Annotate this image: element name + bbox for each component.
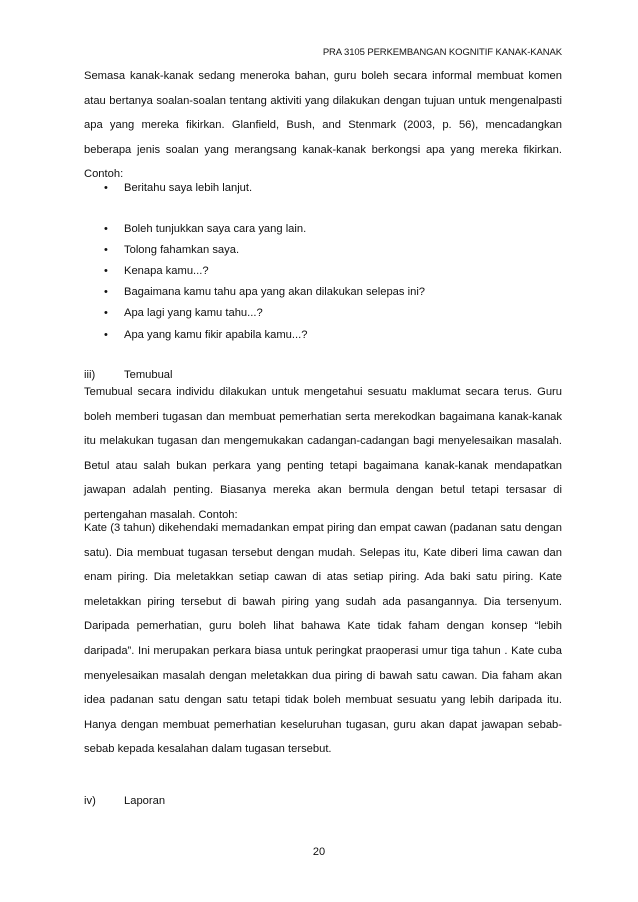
section-number: iv): [84, 795, 96, 807]
bullet-icon: •: [104, 307, 108, 319]
section-title: Laporan: [124, 795, 166, 807]
list-item-text: Beritahu saya lebih lanjut.: [124, 182, 253, 194]
bullet-icon: •: [104, 244, 108, 256]
bullet-icon: •: [104, 286, 108, 298]
bullet-icon: •: [104, 265, 108, 277]
list-item-text: Kenapa kamu...?: [124, 265, 209, 277]
bullet-icon: •: [104, 223, 108, 235]
list-item-text: Boleh tunjukkan saya cara yang lain.: [124, 223, 307, 235]
list-item-text: Apa lagi yang kamu tahu...?: [124, 307, 263, 319]
list-item-text: Apa yang kamu fikir apabila kamu...?: [124, 329, 308, 341]
bullet-icon: •: [104, 329, 108, 341]
intro-paragraph: Semasa kanak-kanak sedang meneroka bahan, guru boleh secara informal membuat komen atau bertanya soalan-soalan tentang aktiviti yang dilakukan dengan tujuan untuk mengenalpasti apa yang mereka fikirkan. Glanfield, Bush, and Stenmark (2003, p. 56), mencadangkan beberapa jenis soalan yang merangsang kanak-kanak berkongsi apa yang mereka fikirkan. Contoh:: [84, 70, 562, 181]
page-number: 20: [312, 846, 326, 858]
bullet-icon: •: [104, 182, 108, 194]
section-number: iii): [84, 369, 96, 381]
temubual-paragraph: Temubual secara individu dilakukan untuk mengetahui sesuatu maklumat secara terus. Guru boleh memberi tugasan dan membuat pemerhatian serta merekodkan bagaimana kanak-kanak itu melakukan tugasan dan mengemukakan cadangan-cadangan bagi menyelesaikan masalah. Betul atau salah bukan perkara yang penting tetapi bagaimana kanak-kanak mendapatkan jawapan adalah penting. Biasanya mereka akan bermula dengan betul tetapi tersasar di pertengahan masalah. Contoh:: [84, 386, 562, 521]
example-paragraph: Kate (3 tahun) dikehendaki memadankan empat piring dan empat cawan (padanan satu dengan satu). Dia membuat tugasan tersebut dengan mudah. Selepas itu, Kate diberi lima cawan dan enam piring. Dia meletakkan setiap cawan di atas setiap piring. Ada baki satu piring. Kate meletakkan piring tersebut di bawah piring yang sudah ada pasangannya. Dia tersenyum. Daripada pemerhatian, guru boleh lihat bahawa Kate tidak faham dengan konsep “lebih daripada”. Ini merupakan perkara biasa untuk peringkat praoperasi umur tiga tahun . Kate cuba menyelesaikan masalah dengan meletakkan dua piring di bawah satu cawan. Dia faham akan idea padanan satu dengan satu tetapi tidak boleh membuat sesuatu yang lebih daripada itu. Hanya dengan membuat pemerhatian keseluruhan tugasan, guru akan dapat jawapan sebab-sebab kepada kesalahan dalam tugasan tersebut.: [84, 522, 562, 756]
running-header: PRA 3105 PERKEMBANGAN KOGNITIF KANAK-KANAK: [322, 47, 562, 58]
list-item-text: Tolong fahamkan saya.: [124, 244, 240, 256]
section-title: Temubual: [124, 369, 173, 381]
list-item-text: Bagaimana kamu tahu apa yang akan dilakukan selepas ini?: [124, 286, 426, 298]
